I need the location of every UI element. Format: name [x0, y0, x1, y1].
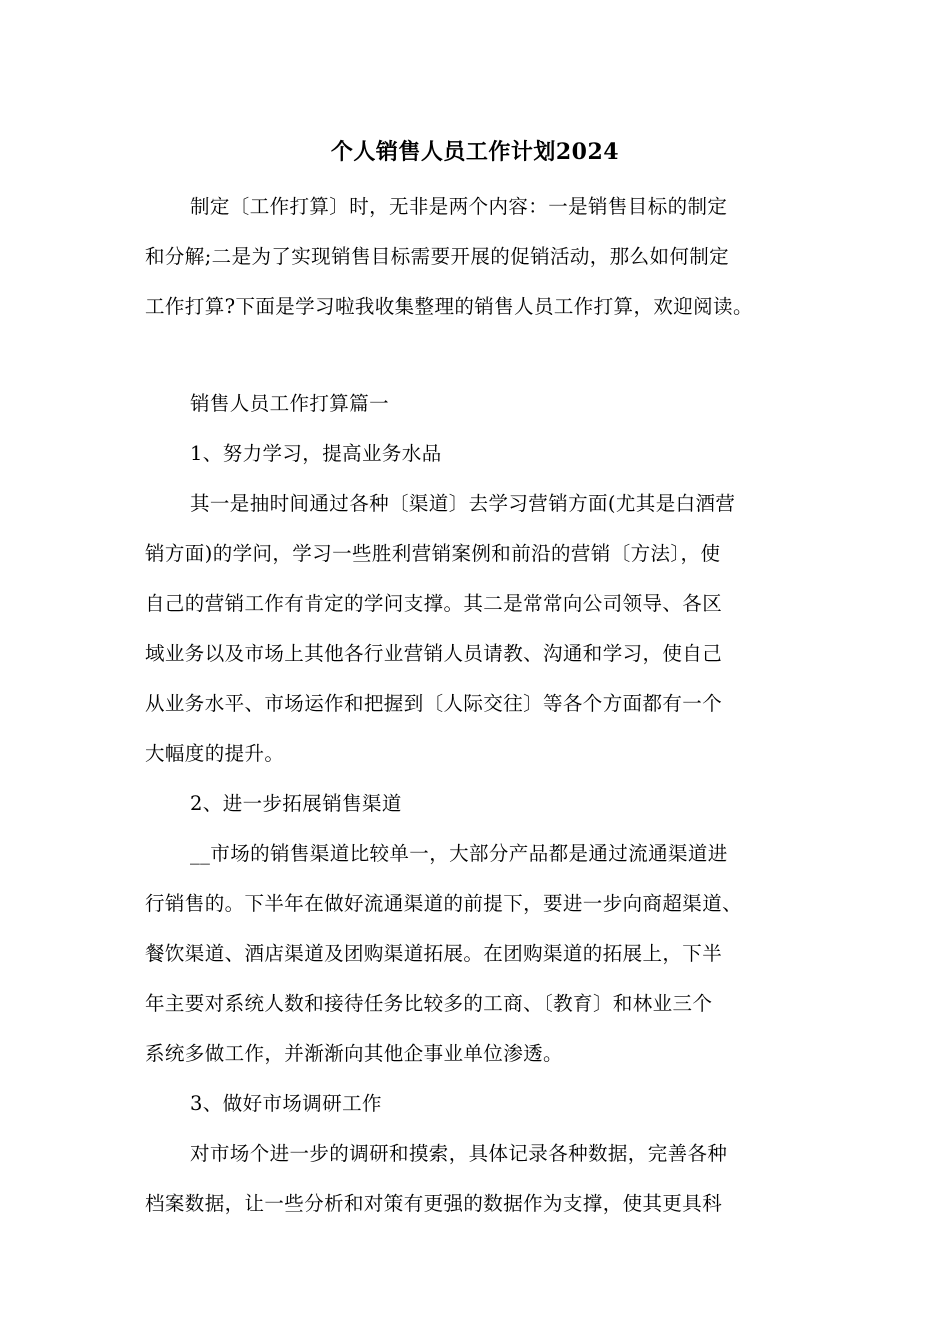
blank-line	[145, 332, 815, 379]
paragraph-line: 和分解;二是为了实现销售目标需要开展的促销活动，那么如何制定	[145, 245, 730, 268]
paragraph-line: 大幅度的提升。	[145, 742, 285, 765]
paragraph-line: 其一是抽时间通过各种〔渠道〕去学习营销方面(尤其是白酒营	[190, 492, 736, 515]
paragraph-line: 自己的营销工作有肯定的学问支撑。其二是常常向公司领导、各区	[145, 592, 723, 615]
document-body	[145, 182, 815, 1229]
paragraph-line: 系统多做工作，并渐渐向其他企事业单位渗透。	[145, 1042, 563, 1065]
paragraph-line: 行销售的。下半年在做好流通渠道的前提下，要进一步向商超渠道、	[145, 892, 743, 915]
paragraph-line: 域业务以及市场上其他各行业营销人员请教、沟通和学习，使自己	[145, 642, 723, 665]
subheading: 3、做好市场调研工作	[190, 1092, 382, 1115]
section-heading: 销售人员工作打算篇一	[190, 392, 390, 415]
subheading: 2、进一步拓展销售渠道	[190, 792, 402, 815]
paragraph-line: 年主要对系统人数和接待任务比较多的工商、〔教育〕和林业三个	[145, 992, 713, 1015]
paragraph-line: 从业务水平、市场运作和把握到〔人际交往〕等各个方面都有一个	[145, 692, 723, 715]
document-title: 个人销售人员工作计划2024	[330, 139, 620, 165]
paragraph-line: __市场的销售渠道比较单一，大部分产品都是通过流通渠道进	[190, 842, 728, 865]
paragraph-line: 对市场个进一步的调研和摸索，具体记录各种数据，完善各种	[190, 1142, 728, 1165]
paragraph-line: 档案数据，让一些分析和对策有更强的数据作为支撑，使其更具科	[145, 1192, 723, 1215]
paragraph-line: 制定〔工作打算〕时，无非是两个内容：一是销售目标的制定	[190, 195, 728, 218]
paragraph-line: 销方面)的学问，学习一些胜利营销案例和前沿的营销〔方法〕，使	[145, 542, 721, 565]
paragraph-line: 工作打算?下面是学习啦我收集整理的销售人员工作打算，欢迎阅读。	[145, 295, 753, 318]
subheading: 1、努力学习，提高业务水品	[190, 442, 442, 465]
paragraph-line: 餐饮渠道、酒店渠道及团购渠道拓展。在团购渠道的拓展上，下半	[145, 942, 723, 965]
